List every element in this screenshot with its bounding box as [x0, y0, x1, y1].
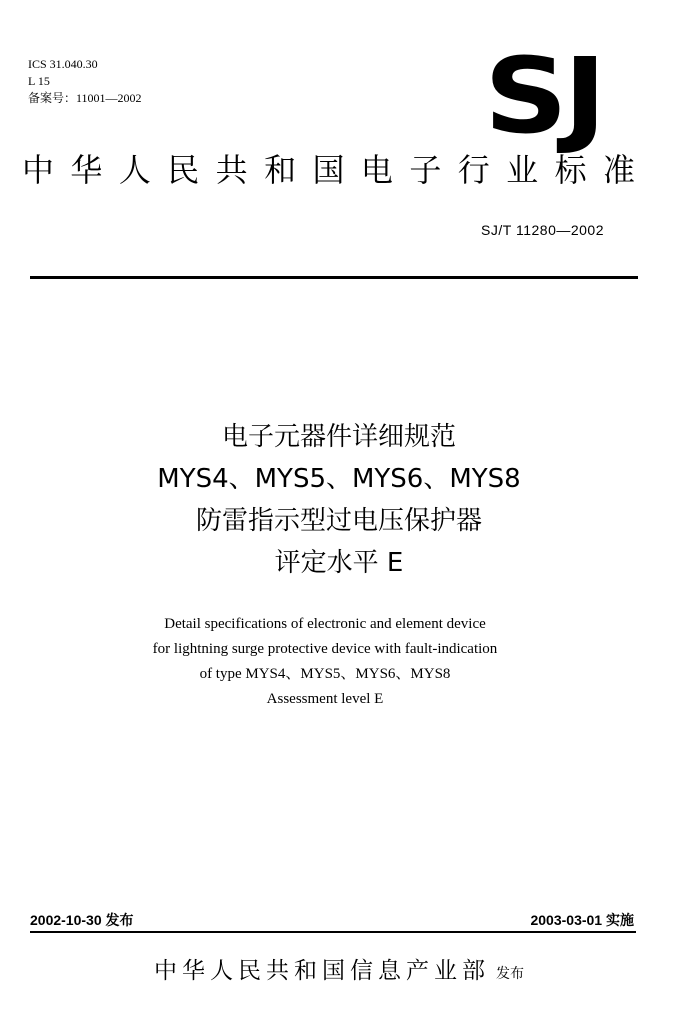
chinese-title-line-1: 电子元器件详细规范	[221, 422, 456, 452]
chinese-title-line-2: MYS4、MYS5、MYS6、MYS8	[157, 464, 521, 494]
footer-divider	[30, 931, 636, 933]
issue-date: 2002-10-30 发布	[30, 912, 134, 928]
implementation-date: 2003-03-01 实施	[530, 912, 634, 928]
publisher-name: 中华人民共和国信息产业部	[154, 958, 490, 984]
sj-logo: SJ	[484, 35, 603, 157]
chinese-title-line-4: 评定水平 E	[274, 548, 404, 578]
ics-code: ICS 31.040.30	[28, 57, 98, 71]
classification-code: L 15	[28, 74, 50, 88]
document-codes	[28, 56, 142, 107]
english-title-line-2: for lightning surge protective device with fault-indication	[152, 641, 498, 657]
record-number: 备案号：11001—2002	[28, 91, 142, 105]
english-title-line-3: of type MYS4、MYS5、MYS6、MYS8	[199, 666, 451, 682]
english-title	[0, 612, 650, 712]
publisher-suffix: 发布	[496, 966, 524, 982]
english-title-line-1: Detail specifications of electronic and element device	[164, 616, 486, 632]
chinese-title-line-3: 防雷指示型过电压保护器	[195, 506, 482, 536]
publisher	[0, 952, 678, 985]
standard-category-title: 中华人民共和国电子行业标准	[22, 151, 647, 189]
standard-number: SJ/T 11280—2002	[481, 222, 604, 238]
header-divider	[30, 276, 638, 279]
chinese-title	[0, 416, 678, 584]
english-title-line-4: Assessment level E	[266, 691, 384, 707]
